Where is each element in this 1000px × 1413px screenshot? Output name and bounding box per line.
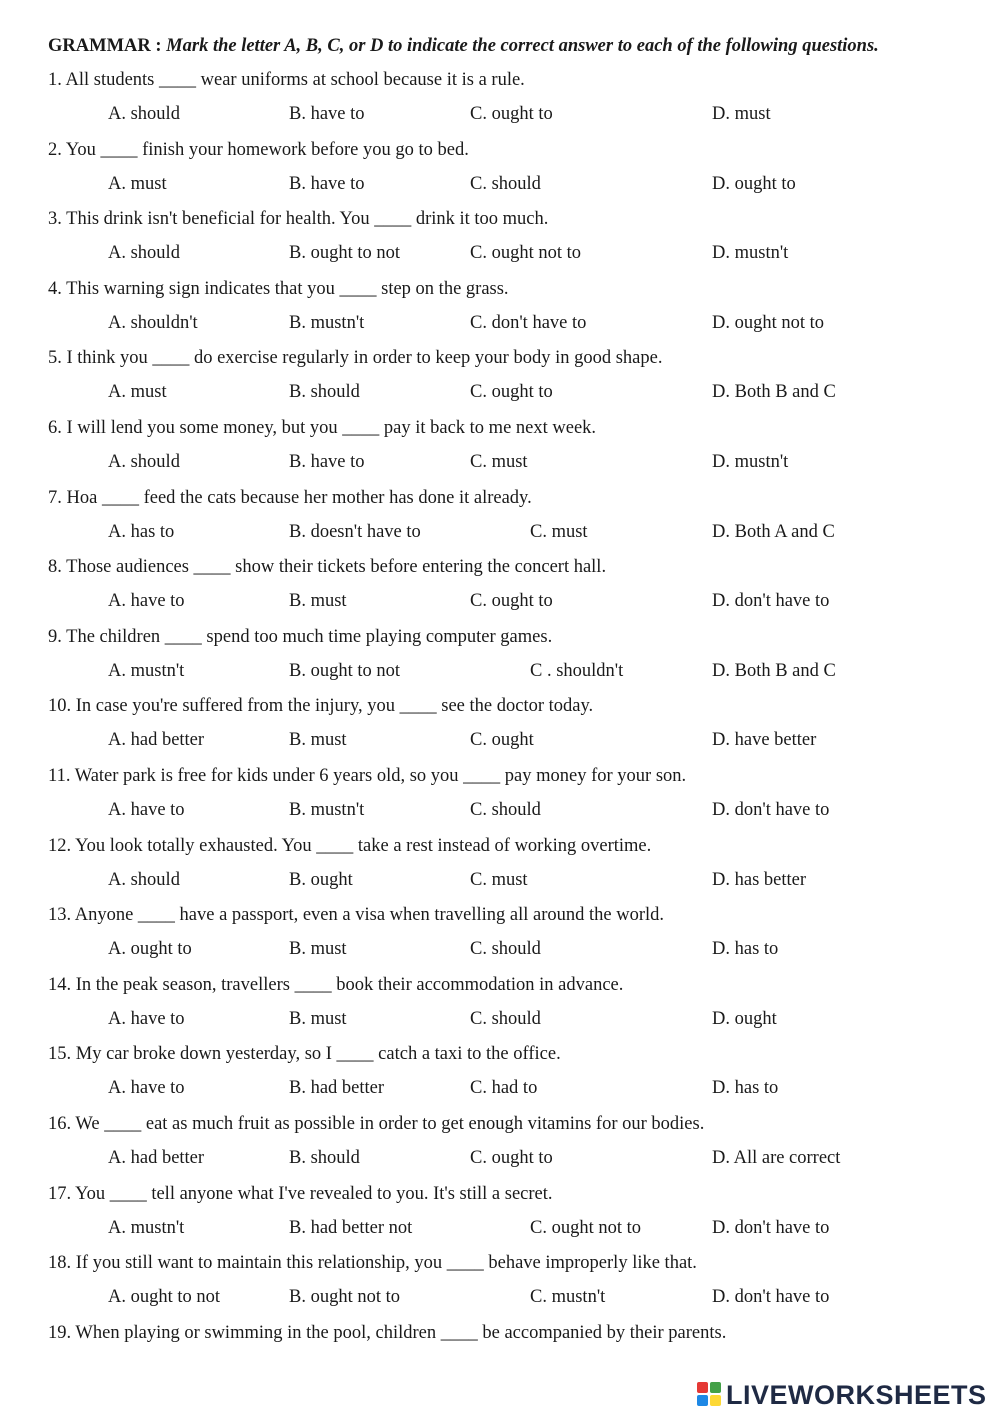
- answer-option-c[interactable]: C. should: [470, 1008, 541, 1029]
- answer-option-c[interactable]: C. mustn't: [530, 1287, 606, 1308]
- answer-option-b[interactable]: B. ought to not: [289, 660, 401, 681]
- question-text: 9. The children ____ spend too much time playing computer games.: [48, 626, 553, 647]
- answer-option-c[interactable]: C. ought: [470, 730, 534, 751]
- answer-option-d[interactable]: D. don't have to: [712, 800, 830, 820]
- answer-option-b[interactable]: B. doesn't have to: [289, 521, 421, 542]
- question-text: 3. This drink isn't beneficial for health. You ____ drink it too much.: [48, 209, 549, 230]
- answer-option-b[interactable]: B. must: [289, 730, 347, 751]
- answer-option-b[interactable]: B. ought: [289, 869, 353, 890]
- answer-option-d[interactable]: D. Both A and C: [712, 521, 835, 542]
- answer-option-d[interactable]: D. has better: [712, 869, 807, 890]
- answer-option-c[interactable]: C. must: [470, 869, 528, 890]
- answer-option-c[interactable]: C. ought to: [470, 591, 553, 612]
- answer-option-c[interactable]: C. ought to: [470, 1148, 553, 1168]
- answer-option-c[interactable]: C. ought to: [470, 104, 553, 124]
- question-text: 12. You look totally exhausted. You ____ take a rest instead of working overtime.: [48, 835, 652, 856]
- answer-option-a[interactable]: A. have to: [108, 591, 185, 612]
- answer-option-a[interactable]: A. has to: [108, 521, 175, 542]
- answer-option-a[interactable]: A. must: [108, 382, 167, 403]
- liveworksheets-logo: [697, 1380, 987, 1410]
- answer-option-c[interactable]: C. should: [470, 800, 541, 820]
- answer-option-b[interactable]: B. mustn't: [289, 800, 365, 820]
- section-header: [48, 36, 879, 57]
- answer-option-a[interactable]: A. had better: [108, 730, 205, 751]
- answer-option-a[interactable]: A. should: [108, 243, 180, 264]
- answer-option-b[interactable]: B. had better not: [289, 1217, 413, 1238]
- answer-option-a[interactable]: A. have to: [108, 1008, 185, 1029]
- answer-option-d[interactable]: D. don't have to: [712, 1287, 830, 1308]
- answer-option-d[interactable]: D. ought: [712, 1008, 777, 1029]
- answer-option-b[interactable]: B. had better: [289, 1078, 385, 1099]
- question-text: 7. Hoa ____ feed the cats because her mother has done it already.: [48, 487, 532, 508]
- answer-option-b[interactable]: B. should: [289, 1148, 360, 1168]
- answer-option-b[interactable]: B. have to: [289, 173, 365, 194]
- answer-option-a[interactable]: A. have to: [108, 800, 185, 820]
- question-text: 8. Those audiences ____ show their tickets before entering the concert hall.: [48, 557, 607, 578]
- answer-option-a[interactable]: A. shouldn't: [108, 312, 198, 333]
- question-text: 16. We ____ eat as much fruit as possible in order to get enough vitamins for our bodies.: [48, 1114, 705, 1134]
- answer-option-c[interactable]: C. must: [470, 452, 528, 472]
- answer-option-d[interactable]: D. Both B and C: [712, 660, 836, 681]
- question-text: 13. Anyone ____ have a passport, even a visa when travelling all around the world.: [48, 905, 664, 926]
- answer-option-a[interactable]: A. should: [108, 452, 180, 472]
- section-label: GRAMMAR :: [48, 36, 162, 56]
- answer-option-d[interactable]: D. don't have to: [712, 591, 830, 612]
- answer-option-c[interactable]: C. ought to: [470, 382, 553, 403]
- answer-option-c[interactable]: C. don't have to: [470, 312, 587, 333]
- question-text: 2. You ____ finish your homework before you go to bed.: [48, 139, 469, 160]
- question-text: 15. My car broke down yesterday, so I ____ catch a taxi to the office.: [48, 1044, 561, 1065]
- logo-square-green: [710, 1382, 721, 1393]
- logo-square-yellow: [710, 1395, 721, 1406]
- question-text: 14. In the peak season, travellers ____ book their accommodation in advance.: [48, 974, 624, 995]
- answer-option-a[interactable]: A. should: [108, 104, 180, 124]
- answer-option-a[interactable]: A. ought to not: [108, 1287, 221, 1308]
- question-text: 17. You ____ tell anyone what I've revealed to you. It's still a secret.: [48, 1183, 553, 1204]
- question-text: 18. If you still want to maintain this relationship, you ____ behave improperly like that.: [48, 1253, 697, 1274]
- answer-option-b[interactable]: B. have to: [289, 452, 365, 472]
- answer-option-d[interactable]: D. ought to: [712, 173, 796, 194]
- logo-square-blue: [697, 1395, 708, 1406]
- answer-option-b[interactable]: B. must: [289, 939, 347, 960]
- logo-text: LIVEWORKSHEETS: [726, 1379, 987, 1410]
- answer-option-c[interactable]: C. had to: [470, 1078, 538, 1099]
- answer-option-d[interactable]: D. All are correct: [712, 1148, 841, 1168]
- question-text: 19. When playing or swimming in the pool, children ____ be accompanied by their parents.: [48, 1322, 727, 1343]
- answer-option-b[interactable]: B. mustn't: [289, 312, 365, 333]
- answer-option-b[interactable]: B. have to: [289, 104, 365, 124]
- answer-option-a[interactable]: A. ought to: [108, 939, 192, 960]
- answer-option-d[interactable]: D. must: [712, 104, 771, 124]
- question-text: 5. I think you ____ do exercise regularly in order to keep your body in good shape.: [48, 348, 663, 369]
- answer-option-d[interactable]: D. Both B and C: [712, 382, 836, 403]
- answer-option-c[interactable]: C. must: [530, 521, 588, 542]
- question-text: 1. All students ____ wear uniforms at school because it is a rule.: [48, 70, 525, 90]
- answer-option-d[interactable]: D. mustn't: [712, 243, 789, 264]
- answer-option-d[interactable]: D. has to: [712, 939, 779, 960]
- answer-option-d[interactable]: D. has to: [712, 1078, 779, 1099]
- answer-option-a[interactable]: A. must: [108, 173, 167, 194]
- question-text: 4. This warning sign indicates that you ____ step on the grass.: [48, 278, 509, 299]
- answer-option-b[interactable]: B. must: [289, 1008, 347, 1029]
- answer-option-d[interactable]: D. have better: [712, 730, 817, 751]
- liveworksheets-logo-icon: [697, 1382, 723, 1408]
- answer-option-c[interactable]: C. should: [470, 173, 541, 194]
- answer-option-b[interactable]: B. should: [289, 382, 360, 403]
- question-text: 10. In case you're suffered from the injury, you ____ see the doctor today.: [48, 696, 594, 717]
- answer-option-a[interactable]: A. had better: [108, 1148, 205, 1168]
- answer-option-b[interactable]: B. ought not to: [289, 1287, 401, 1308]
- answer-option-b[interactable]: B. must: [289, 591, 347, 612]
- answer-option-d[interactable]: D. mustn't: [712, 452, 789, 472]
- answer-option-b[interactable]: B. ought to not: [289, 243, 401, 264]
- section-instruction: Mark the letter A, B, C, or D to indicate the correct answer to each of the following questions.: [166, 36, 879, 56]
- answer-option-d[interactable]: D. ought not to: [712, 312, 825, 333]
- answer-option-a[interactable]: A. mustn't: [108, 660, 185, 681]
- question-text: 11. Water park is free for kids under 6 years old, so you ____ pay money for your son.: [48, 766, 687, 786]
- logo-square-red: [697, 1382, 708, 1393]
- answer-option-c[interactable]: C. ought not to: [530, 1217, 642, 1238]
- answer-option-a[interactable]: A. have to: [108, 1078, 185, 1099]
- question-text: 6. I will lend you some money, but you ____ pay it back to me next week.: [48, 418, 597, 438]
- answer-option-c[interactable]: C. should: [470, 939, 541, 960]
- answer-option-a[interactable]: A. should: [108, 869, 180, 890]
- answer-option-d[interactable]: D. don't have to: [712, 1217, 830, 1238]
- answer-option-c[interactable]: C . shouldn't: [530, 660, 624, 681]
- answer-option-a[interactable]: A. mustn't: [108, 1217, 185, 1238]
- answer-option-c[interactable]: C. ought not to: [470, 243, 582, 264]
